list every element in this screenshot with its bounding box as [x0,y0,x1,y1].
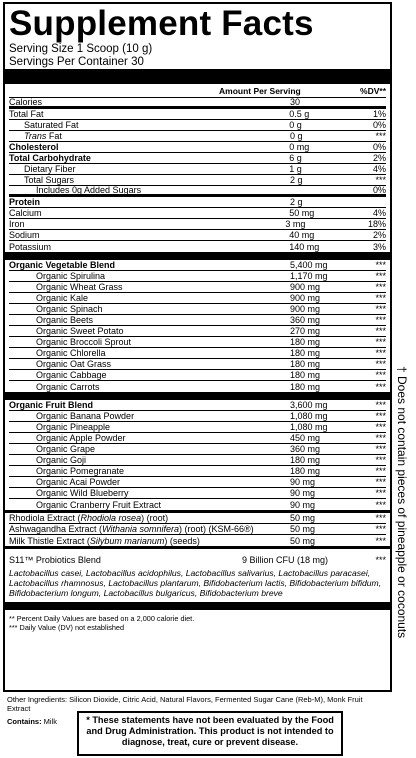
nutrient-amount: 90 mg [290,499,316,510]
extract-amount: 50 mg [290,513,316,523]
nutrient-name: Includes 0g Added Sugars [36,185,142,195]
ingredient-row [9,444,386,455]
blend-row [9,400,386,411]
nutrient-dv: 2% [372,230,386,240]
nutrient-amount: 0.5 g [289,109,310,119]
nutrient-dv: *** [375,477,386,487]
nutrient-row [9,142,386,153]
nutrient-amount: 0 mg [289,142,310,152]
nutrient-amount: 180 mg [290,466,321,476]
extract-name-latin: Rhodiola rosea [80,513,142,523]
ingredient-row [9,381,386,392]
nutrient-name: Saturated Fat [24,120,79,130]
divider-medium [5,602,390,610]
nutrient-amount: 900 mg [290,282,321,292]
extract-amount: 50 mg [290,524,316,534]
extract-name-post: ) (root) [141,513,169,523]
nutrient-amount: 90 mg [290,488,316,498]
nutrient-amount: 180 mg [290,370,321,380]
nutrient-name: Calcium [9,208,42,218]
serving-size: Serving Size 1 Scoop (10 g) [9,43,153,55]
probiotics-row [9,555,386,566]
nutrient-name: Organic Grape [36,444,96,454]
nutrient-dv: *** [375,499,386,510]
nutrient-row [9,98,386,109]
nutrient-dv: *** [375,381,386,392]
nutrient-amount: 5,400 mg [290,260,328,270]
nutrient-dv: *** [375,131,386,141]
nutrient-name: Organic Carrots [36,381,100,392]
ingredient-row [9,411,386,422]
nutrient-amount: 1,170 mg [290,271,328,281]
nutrient-dv: 4% [372,164,386,174]
extract-name-latin: Silybum marianum [89,535,165,546]
nutrient-name: Total Sugars [24,175,75,185]
ingredient-row [9,326,386,337]
nutrient-dv: *** [375,359,386,369]
nutrient-name: Organic Wheat Grass [36,282,123,292]
ingredient-row [9,488,386,499]
ingredient-row [9,433,386,444]
nutrient-amount: 180 mg [290,337,321,347]
nutrient-amount: 180 mg [290,359,321,369]
fda-disclaimer: * These statements have not been evaluated by the Food and Drug Administration. This product is not intended to diagnose, treat, cure or prevent disease. [77,711,343,756]
nutrient-dv: *** [375,444,386,454]
ingredient-row [9,477,386,488]
probiotics-name: S11™ Probiotics Blend [9,555,101,565]
nutrient-name: Organic Goji [36,455,87,465]
nutrient-dv: 1% [372,109,386,119]
nutrient-name: Trans Fat [24,131,62,141]
nutrient-row [9,197,386,208]
extract-dv: *** [375,524,386,534]
ingredient-row [9,466,386,477]
contains-statement [7,717,57,726]
nutrient-amount: 1 g [289,164,302,174]
nutrient-name: Organic Spinach [36,304,103,314]
nutrient-dv: 3% [372,241,386,252]
divider-medium [5,252,390,260]
nutrient-amount: 90 mg [290,477,316,487]
nutrient-row [9,241,386,252]
side-note-text: † Does not contain pieces of pineapple or coconuts [395,366,409,639]
ingredient-row [9,293,386,304]
nutrient-row [9,153,386,164]
vegetable-blend-list [9,260,386,392]
divider-thin [5,546,390,549]
panel-title: Supplement Facts [9,4,314,43]
ingredient-row [9,337,386,348]
footnote-dv-basis: ** Percent Daily Values are based on a 2,000 calorie diet. [9,614,195,623]
nutrient-amount: 360 mg [290,315,321,325]
extract-name [9,536,290,546]
extract-name-post: ) (seeds) [164,535,200,546]
extract-name-latin: Withania somnifera [102,524,180,534]
nutrient-amount: 900 mg [290,293,321,303]
nutrient-list [9,98,386,252]
ingredient-row [9,370,386,381]
nutrient-name: Organic Pomegranate [36,466,125,476]
other-ingredients: Other Ingredients: Silicon Dioxide, Citric Acid, Natural Flavors, Fermented Sugar Cane (Reb-M), Monk Fruit Extract [7,695,363,713]
nutrient-name: Total Carbohydrate [9,153,91,163]
nutrient-dv: *** [375,337,386,347]
extract-name [9,524,290,534]
nutrient-dv: *** [375,433,386,443]
nutrient-amount: 0 g [289,120,302,130]
nutrient-dv: 18% [367,219,386,229]
nutrient-name: Organic Pineapple [36,422,111,432]
servings-per-container: Servings Per Container 30 [9,56,144,68]
nutrient-name: Total Fat [9,109,44,119]
nutrient-name: Protein [9,197,41,207]
nutrient-amount: 1,080 mg [290,411,328,421]
nutrient-row [9,219,386,230]
nutrient-name: Sodium [9,230,40,240]
ingredient-row [9,422,386,433]
contains-label: Contains: [7,717,42,726]
nutrient-dv: *** [375,370,386,380]
ingredient-row [9,271,386,282]
fruit-blend-list [9,400,386,510]
probiotic-strains: Lactobacillus casei, Lactobacillus acidophilus, Lactobacillus salivarius, Lactobacillus paracasei, Lactobacillus rhamnosus, Lactobacillus plantarum, Bifidobacterium lactis, Bifidobacterium bifidum, Bifidobacterium longum, Lactobacillus bulgaricus, Bifidobacterium breve [9,568,382,598]
divider-medium [5,392,390,400]
nutrient-amount: 270 mg [290,326,321,336]
nutrient-amount: 2 g [290,175,303,185]
nutrient-name: Organic Apple Powder [36,433,126,443]
nutrient-amount: 50 mg [289,208,315,218]
extract-name-pre: Ashwagandha Extract ( [9,524,103,534]
nutrient-name: Dietary Fiber [24,164,76,174]
nutrient-amount: 1,080 mg [290,422,328,432]
nutrient-row [9,164,386,175]
nutrient-amount: 180 mg [290,455,321,465]
nutrient-name: Organic Broccoli Sprout [36,337,132,347]
ingredient-row [9,304,386,315]
nutrient-name: Iron [9,219,25,229]
nutrient-dv: 0% [372,142,386,152]
extract-row [9,535,386,546]
nutrient-dv: *** [375,400,386,410]
extract-name-post: ) (root) (KSM-66®) [179,524,254,534]
nutrient-row [9,230,386,241]
nutrient-amount: 30 [290,97,301,107]
nutrient-dv: 0% [372,185,386,195]
nutrient-name: Organic Cranberry Fruit Extract [36,499,162,510]
nutrient-dv: *** [375,260,386,270]
nutrient-name: Organic Kale [36,293,89,303]
ingredient-row [9,455,386,466]
nutrient-amount: 3,600 mg [290,400,328,410]
probiotics-amount: 9 Billion CFU (18 mg) [242,555,329,565]
nutrient-name: Organic Oat Grass [36,359,112,369]
extract-list [9,513,386,546]
nutrient-name: Organic Chlorella [36,348,106,358]
nutrient-row [9,109,386,120]
nutrient-dv: *** [375,466,386,476]
nutrient-name: Organic Beets [36,315,94,325]
nutrient-row [9,120,386,131]
nutrient-dv: 0% [372,120,386,130]
nutrient-name: Organic Wild Blueberry [36,488,129,498]
divider-thick [5,69,390,84]
contains-value: Milk [41,717,58,726]
nutrient-amount: 3 mg [285,219,306,229]
blend-row [9,260,386,271]
ingredient-row [9,499,386,510]
nutrient-row [9,208,386,219]
footnote-not-established: *** Daily Value (DV) not established [9,623,125,632]
nutrient-name: Organic Spirulina [36,271,106,281]
trans-italic: Trans [24,131,47,141]
nutrient-name: Organic Vegetable Blend [9,260,116,270]
nutrient-amount: 2 g [290,197,303,207]
nutrient-dv: *** [375,411,386,421]
ingredient-row [9,359,386,370]
nutrient-row [9,186,386,197]
ingredient-row [9,315,386,326]
nutrient-dv: 4% [372,208,386,218]
extract-dv: *** [375,513,386,523]
nutrient-name: Organic Banana Powder [36,411,135,421]
probiotics-dv: *** [375,555,386,565]
extract-name [9,513,290,523]
extract-row [9,524,386,535]
nutrient-amount: 360 mg [290,444,321,454]
nutrient-dv: *** [375,326,386,336]
nutrient-amount: 40 mg [289,230,315,240]
nutrient-dv: *** [375,488,386,498]
nutrient-amount: 0 g [290,131,303,141]
column-header [9,84,386,98]
nutrient-row [9,131,386,142]
nutrient-name: Organic Sweet Potato [36,326,124,336]
supplement-facts-panel [3,2,392,692]
extract-name-pre: Milk Thistle Extract ( [9,535,90,546]
amount-header: Amount Per Serving [219,85,301,96]
extract-row [9,513,386,524]
nutrient-name: Cholesterol [9,142,59,152]
nutrient-amount: 450 mg [290,433,321,443]
side-note [392,366,414,646]
extract-name-pre: Rhodiola Extract ( [9,513,81,523]
nutrient-dv: *** [375,348,386,358]
ingredient-row [9,348,386,359]
nutrient-name: Organic Cabbage [36,370,107,380]
nutrient-amount: 180 mg [290,381,321,392]
ingredient-row [9,282,386,293]
nutrient-amount: 140 mg [289,241,320,252]
extract-amount: 50 mg [290,535,316,546]
nutrient-dv: 2% [372,153,386,163]
nutrient-dv: *** [375,271,386,281]
dv-header: %DV** [360,85,386,96]
nutrient-dv: *** [375,304,386,314]
nutrient-dv: *** [375,315,386,325]
nutrient-name: Calories [9,97,43,107]
nutrient-amount: 6 g [289,153,302,163]
nutrient-dv: *** [375,175,386,185]
extract-dv: *** [375,535,386,546]
nutrient-name: Organic Fruit Blend [9,400,94,410]
nutrient-name: Organic Acai Powder [36,477,121,487]
nutrient-name: Potassium [9,241,52,252]
nutrient-dv: *** [375,293,386,303]
nutrient-dv: *** [375,282,386,292]
nutrient-amount: 900 mg [290,304,321,314]
nutrient-amount: 180 mg [290,348,321,358]
nutrient-dv: *** [375,422,386,432]
nutrient-dv: *** [375,455,386,465]
